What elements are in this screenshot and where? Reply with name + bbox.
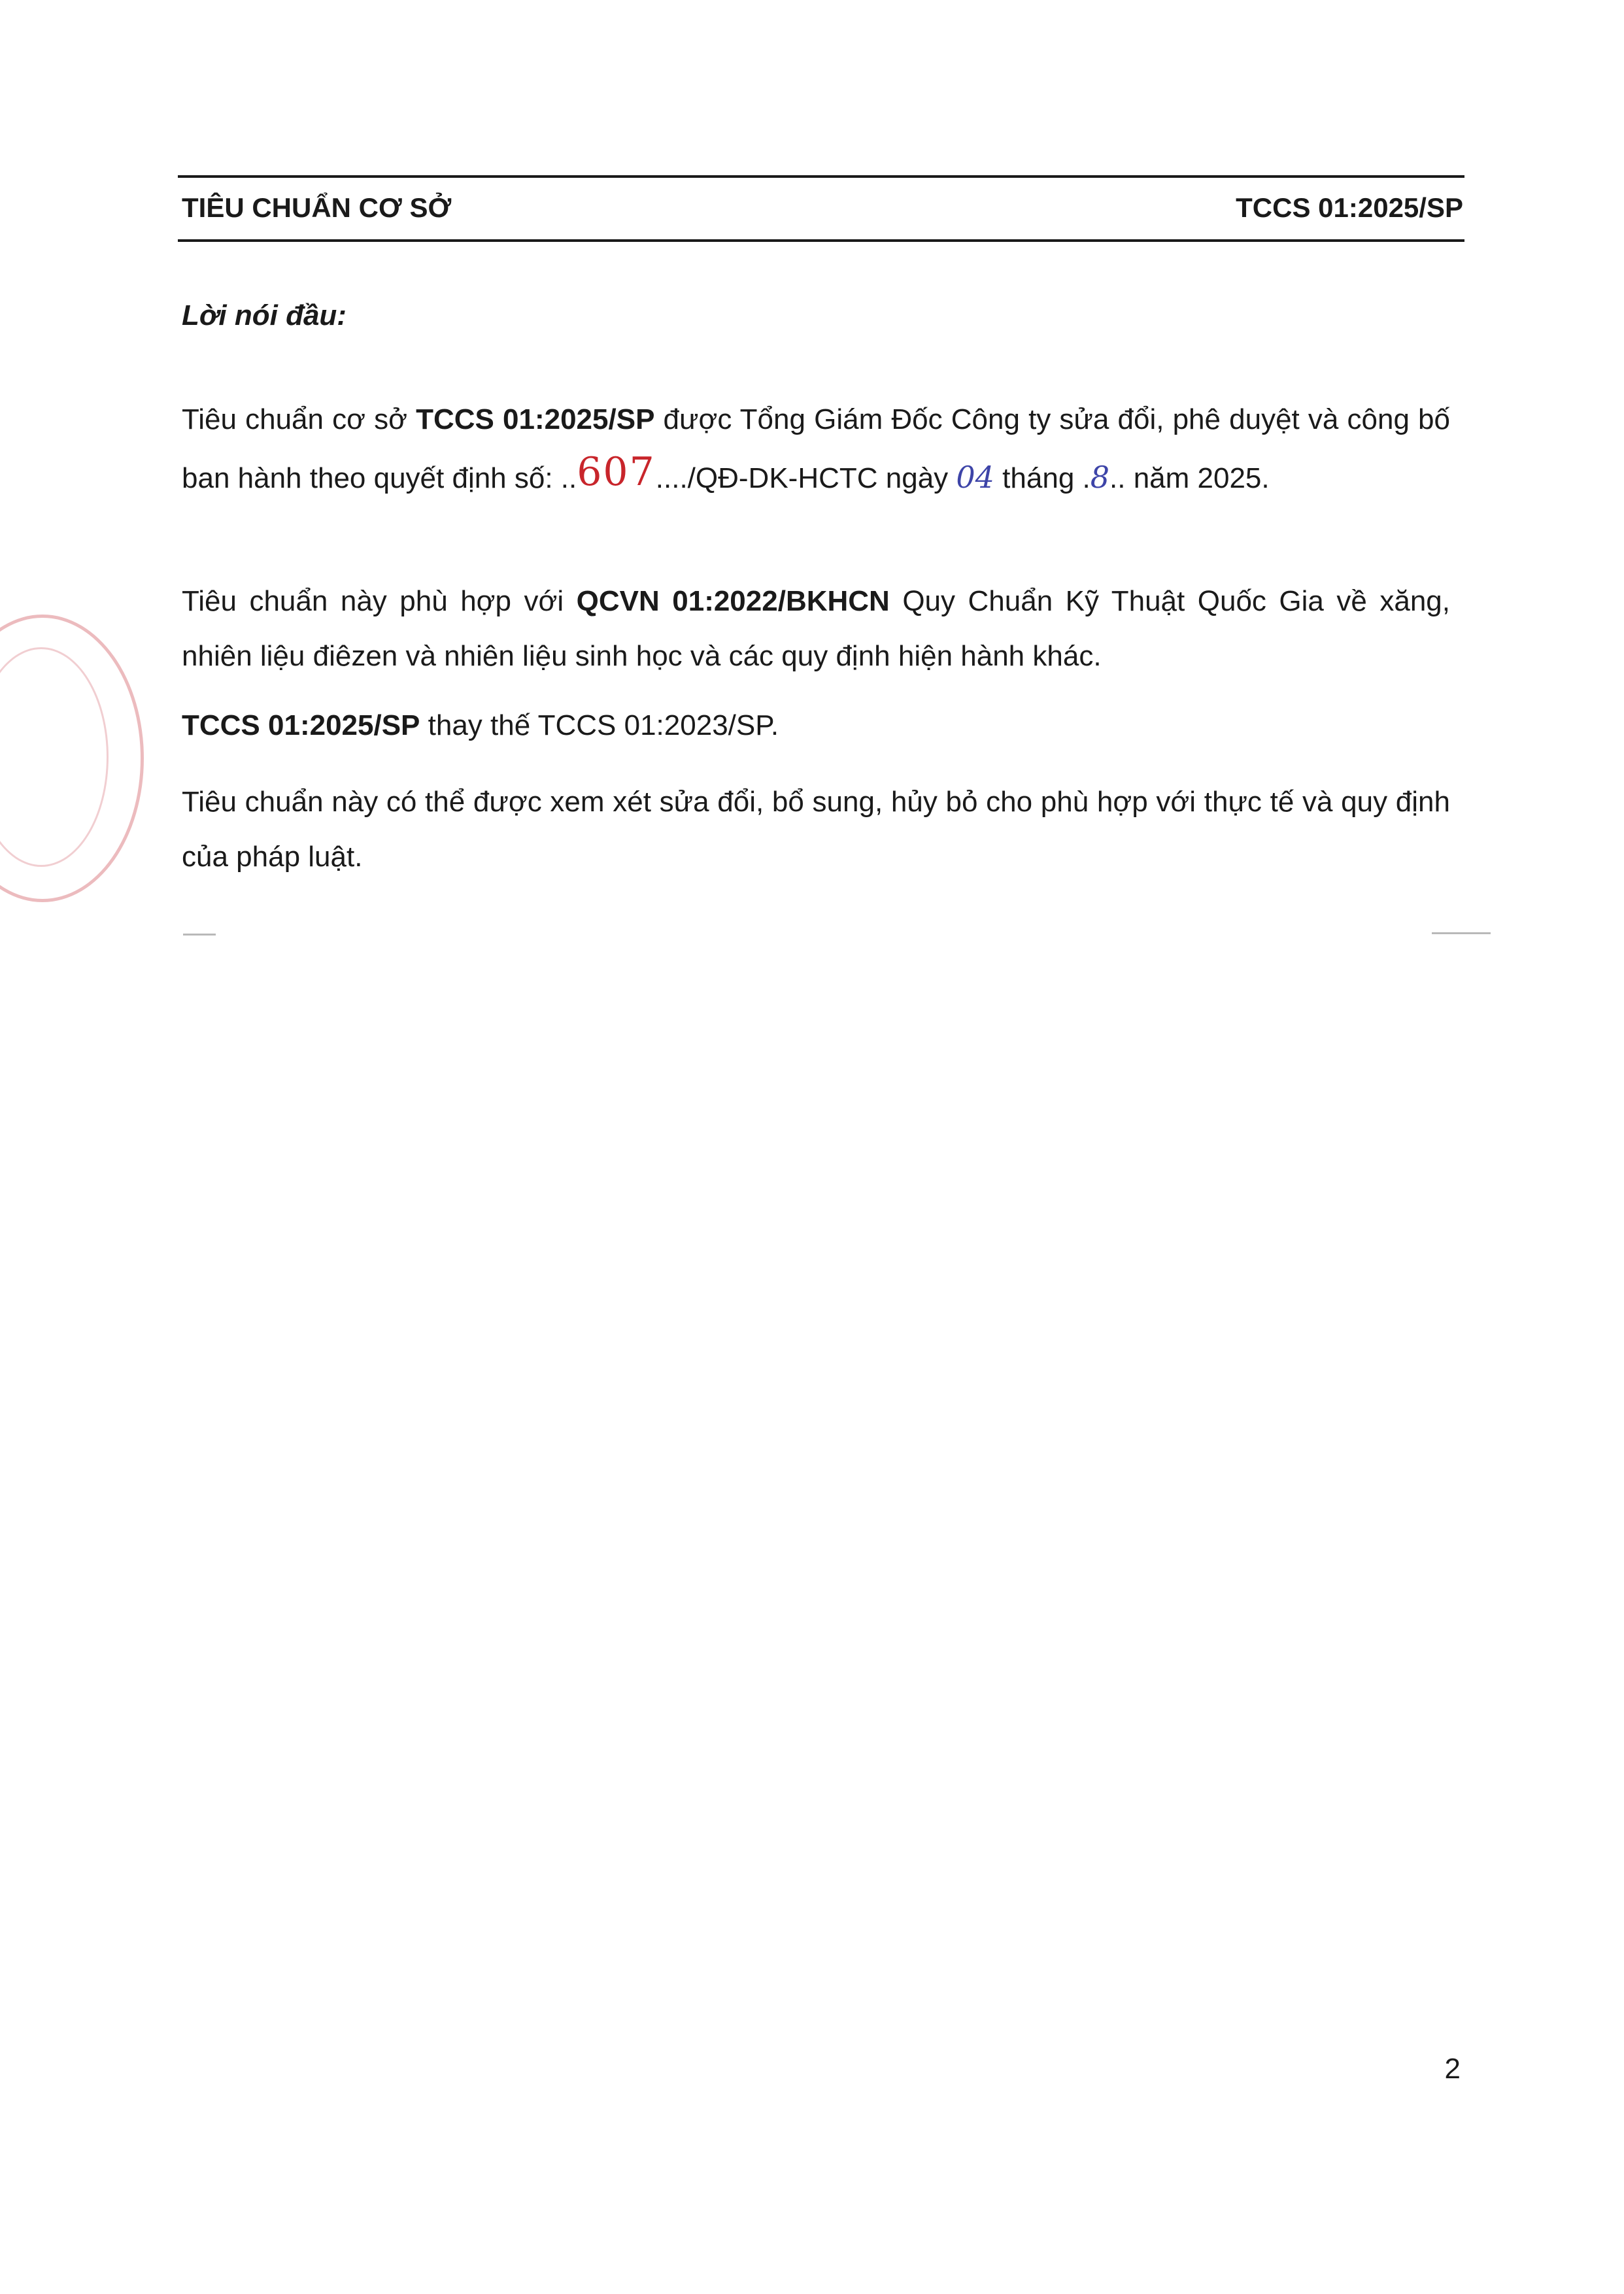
text-run: tháng . (994, 462, 1091, 494)
header-rule-bottom (178, 239, 1464, 242)
bold-standard-code: TCCS 01:2025/SP (416, 403, 655, 435)
paragraph-approval-text (182, 392, 1450, 506)
paragraph-amendment-text: Tiêu chuẩn này có thể được xem xét sửa đổi, bổ sung, hủy bỏ cho phù hợp với thực tế và quy định của pháp luật. (182, 786, 1450, 873)
handwritten-month: 8 (1090, 460, 1110, 495)
page-number: 2 (1444, 2053, 1461, 2085)
text-run: thay thế TCCS 01:2023/SP. (420, 709, 779, 741)
paragraph-compliance (182, 574, 1450, 696)
handwritten-day: 04 (956, 460, 994, 495)
paragraph-amendment (182, 775, 1450, 896)
text-run: ..../QĐ-DK-HCTC ngày (655, 462, 956, 494)
paragraph-compliance-text (182, 574, 1450, 684)
text-run: Tiêu chuẩn cơ sở (182, 403, 416, 435)
preface-title: Lời nói đầu: (182, 299, 347, 331)
text-run: được Tổng Giám Đốc Công ty sửa đổi, phê duyệt và công bố ban hành theo quyết định số: .. (182, 403, 1450, 494)
scan-speck (1432, 932, 1491, 934)
text-run: Tiêu chuẩn này phù hợp với (182, 585, 577, 617)
text-run: Quy Chuẩn Kỹ Thuật Quốc Gia về xăng, nhiên liệu điêzen và nhiên liệu sinh học và các quy định hiện hành khác. (182, 585, 1450, 672)
header-rule-top (178, 175, 1464, 178)
paragraph-approval (182, 392, 1450, 518)
header-standard-code: TCCS 01:2025/SP (1236, 192, 1463, 223)
paragraph-replacement-text (182, 698, 1450, 753)
text-run: .. năm 2025. (1109, 462, 1270, 494)
handwritten-decision-number: 607 (577, 449, 656, 495)
bold-standard-code: TCCS 01:2025/SP (182, 709, 420, 741)
paragraph-replacement (182, 698, 1450, 765)
scan-speck (183, 934, 216, 936)
header-standard-type: TIÊU CHUẨN CƠ SỞ (182, 192, 452, 223)
bold-regulation-code: QCVN 01:2022/BKHCN (576, 585, 890, 617)
